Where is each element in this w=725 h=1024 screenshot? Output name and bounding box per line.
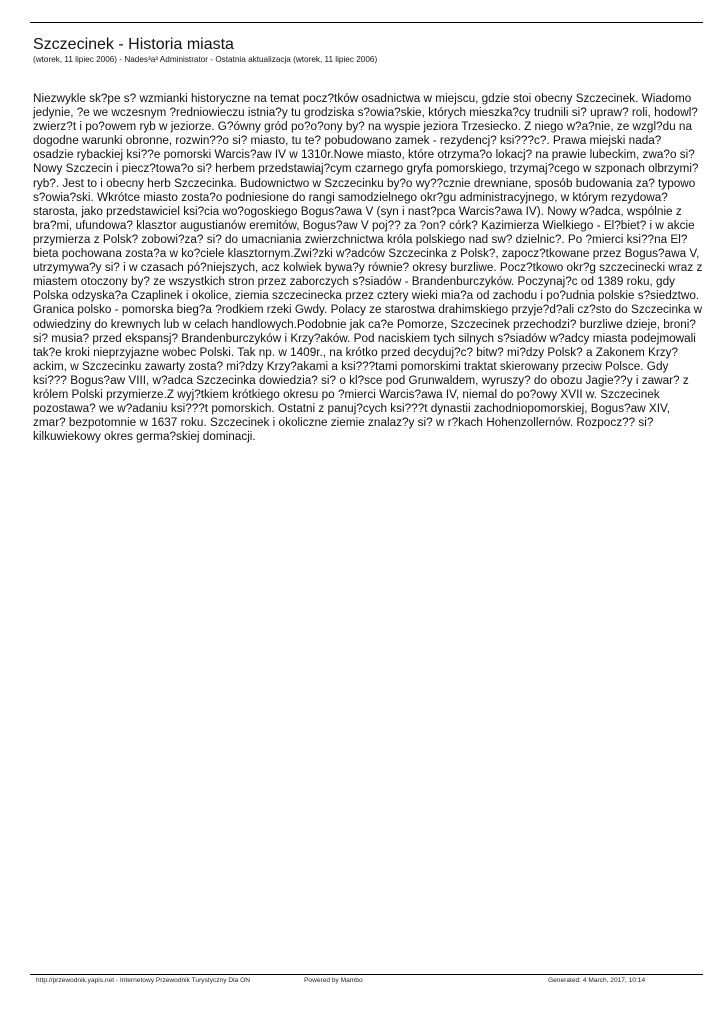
footer-divider — [30, 974, 703, 975]
footer-powered-text: Powered by Mambo — [304, 977, 363, 984]
page-footer — [36, 976, 696, 986]
article-body: Niezwykle sk?pe s? wzmianki historyczne na temat pocz?tków osadnictwa w miejscu, gdzie stoi obecny Szczecinek. Wiadomo jedynie, ?e we wczesnym ?redniowieczu istnia?y tu grodziska s?owia?skie, których mieszka?cy trudnili si? upraw? roli, hodowl? zwierz?t i po?owem ryb w jeziorze. G?ówny gród po?o?ony by? na wyspie jeziora Trzesiecko. Z niego w?a?nie, ze wzgl?du na dogodne warunki obronne, rozwin??o si? miasto, tu te? pobudowano zamek - rezydencj? ksi???c?. Prawa miejski nada? osadzie rybackiej ksi??e pomorski Warcis?aw IV w 1310r.Nowe miasto, które otrzyma?o lokacj? na prawie lubeckim, zwa?o si? Nowy Szczecin i piecz?towa?o si? herbem przedstawiaj?cym czarnego gryfa pomorskiego, trzymaj?cego w szponach olbrzymi? ryb?. Jest to i obecny herb Szczecinka. Budownictwo w Szczecinku by?o wy??cznie drewniane, sposób budowania za? typowo s?owia?ski. Wkrótce miasto zosta?o podniesione do rangi samodzielnego okr?gu administracyjnego, w którym rezydowa? starosta, jako przedstawiciel ksi?cia wo?ogoskiego Bogus?awa V (syn i nast?pca Warcis?awa IV). Nowy w?adca, wspólnie z bra?mi, ufundowa? klasztor augustianów eremitów, Bogus?aw V poj?? za ?on? córk? Kazimierza Wielkiego - El?biet? i w akcie przymierza z Polsk? zobowi?za? si? do umacniania zwierzchnictwa króla polskiego nad sw? dzielnic?. Po ?mierci ksi??na El?bieta pochowana zosta?a w ko?ciele klasztornym.Zwi?zki w?adców Szczecinka z Polsk?, zapocz?tkowane przez Bogus?awa V, utrzymywa?y si? i w czasach pó?niejszych, acz kolwiek bywa?y równie? okresy burzliwe. Pocz?tkowo okr?g szczecinecki wraz z miastem otoczony by? ze wszystkich stron przez zaborczych s?siadów - Brandenburczyków. Poczynaj?c od 1389 roku, gdy Polska odzyska?a Czaplinek i okolice, ziemia szczecinecka przez cztery wieki mia?a od zachodu i po?udnia polskie s?siedztwo. Granica polsko - pomorska bieg?a ?rodkiem rzeki Gwdy. Polacy ze starostwa drahimskiego przyje?d?ali cz?sto do Szczecinka w odwiedziny do krewnych lub w celach handlowych.Podobnie jak ca?e Pomorze, Szczecinek przechodzi? burzliwe dzieje, broni? si? musia? przed ekspansj? Brandenburczyków i Krzy?aków. Pod naciskiem tych silnych s?siadów w?adcy miasta podejmowali tak?e kroki nieprzyjazne wobec Polski. Tak np. w 1409r., na krótko przed decyduj?c? bitw? mi?dzy Polsk? a Zakonem Krzy?ackim, w Szczecinku zawarty zosta? mi?dzy Krzy?akami a ksi???tami pomorskimi traktat skierowany przeciw Polsce. Gdy ksi??? Bogus?aw VIII, w?adca Szczecinka dowiedzia? si? o kl?sce pod Grunwaldem, wyruszy? do obozu Jagie??y i zawar? z królem Polski przymierze.Z wyj?tkiem krótkiego okresu po ?mierci Warcis?awa IV, niemal do po?owy XVII w. Szczecinek pozostawa? we w?adaniu ksi???t pomorskich. Ostatni z panuj?cych ksi???t dynastii zachodniopomorskiej, Bogus?aw XIV, zmar? bezpotomnie w 1637 roku. Szczecinek i okoliczne ziemie znalaz?y si? w r?kach Hohenzollernów. Rozpocz?? si? kilkuwiekowy okres germa?skiej dominacji. — [33, 92, 703, 444]
footer-generated-text: Generated: 4 March, 2017, 10:14 — [548, 977, 646, 984]
footer-site-text: http://przewodnik.yapis.net - Internetowy Przewodnik Turystyczny Dla ON — [36, 977, 251, 984]
article-meta: (wtorek, 11 lipiec 2006) - Nades³a³ Administrator - Ostatnia aktualizacja (wtorek, 11 lipiec 2006) — [33, 55, 378, 64]
article-title: Szczecinek - Historia miasta — [33, 36, 234, 53]
header-divider — [30, 22, 703, 23]
